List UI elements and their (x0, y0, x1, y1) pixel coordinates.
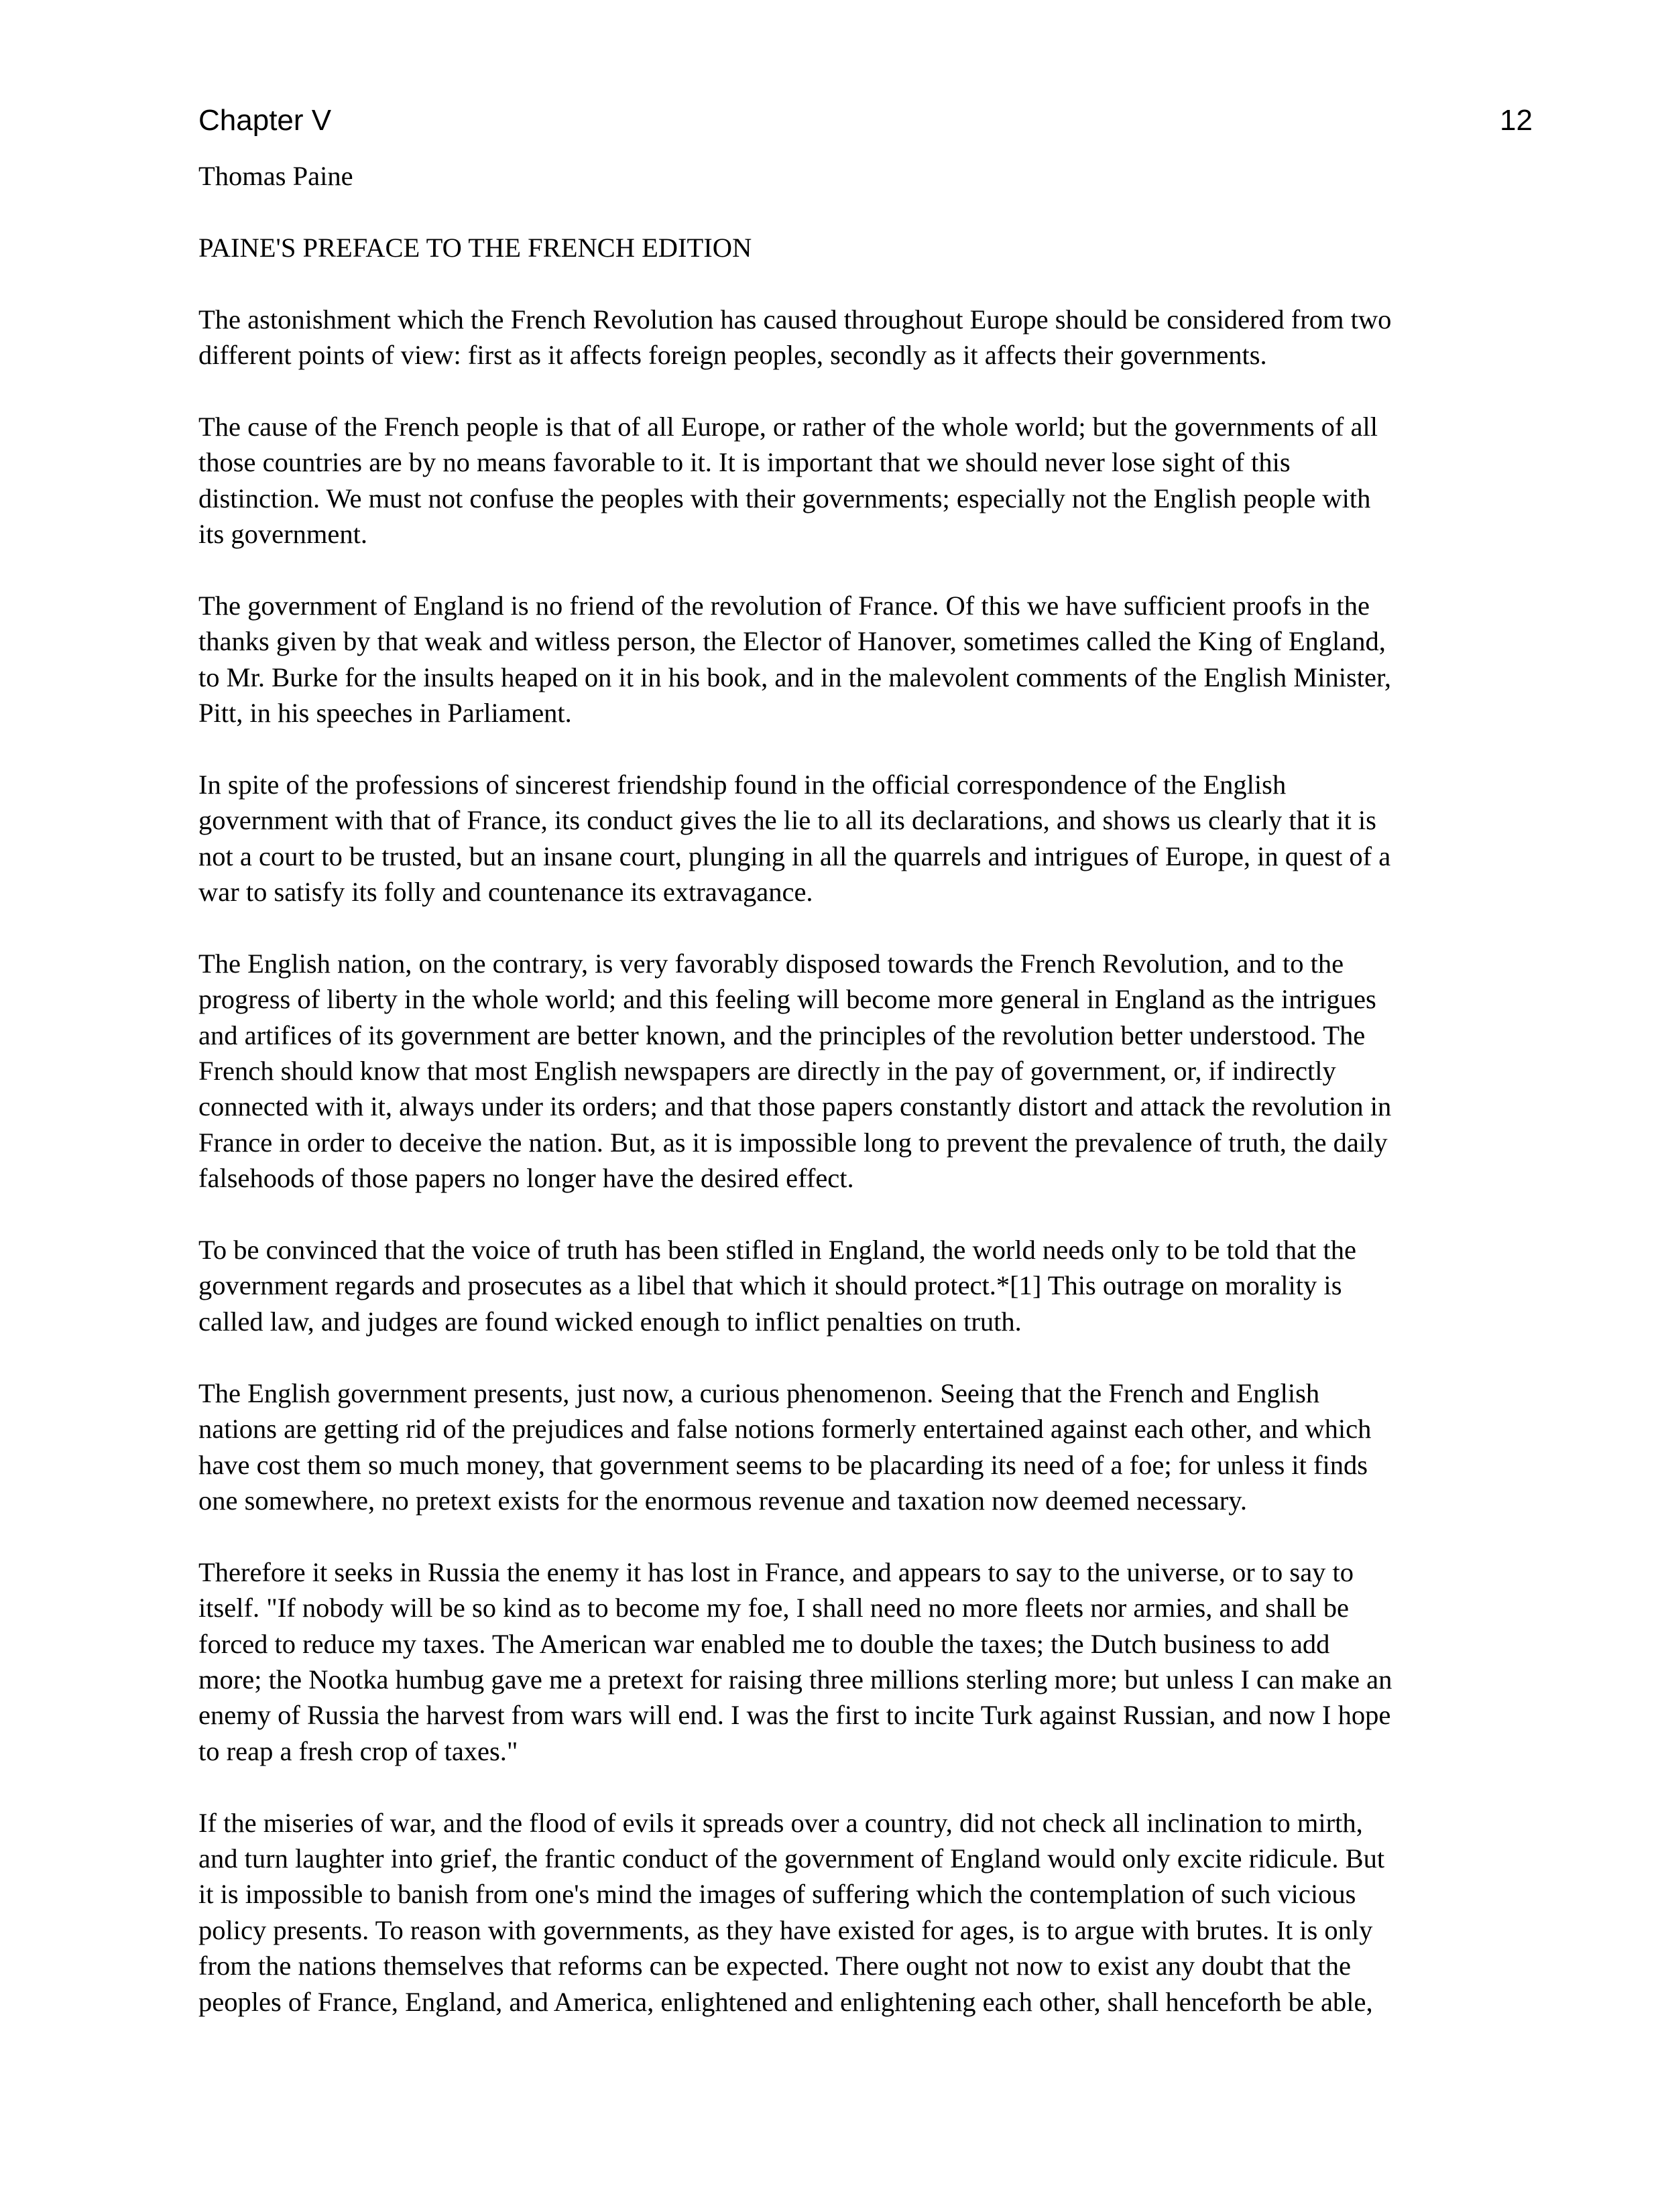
text-line: The government of England is no friend of the revolution of France. Of this we have sufficient proofs in the (198, 590, 1370, 621)
text-line: French should know that most English newspapers are directly in the pay of government, or, if indirectly (198, 1056, 1336, 1087)
text-line: from the nations themselves that reforms can be expected. There ought not now to exist any doubt that the (198, 1951, 1351, 1981)
paragraph (198, 302, 1533, 373)
text-line: progress of liberty in the whole world; and this feeling will become more general in England as the intrigues (198, 984, 1376, 1015)
text-line: Therefore it seeks in Russia the enemy it has lost in France, and appears to say to the universe, or to say to (198, 1556, 1354, 1587)
text-line: The English nation, on the contrary, is very favorably disposed towards the French Revolution, and to the (198, 948, 1344, 979)
document-body (198, 158, 1533, 2055)
paragraph (198, 1554, 1533, 1769)
paragraph (198, 1375, 1533, 1519)
text-line: nations are getting rid of the prejudices and false notions formerly entertained against each other, and which (198, 1414, 1372, 1445)
paragraph-list (198, 302, 1533, 2020)
text-line: forced to reduce my taxes. The American war enabled me to double the taxes; the Dutch business to add (198, 1628, 1330, 1659)
text-line: In spite of the professions of sincerest friendship found in the official correspondence of the English (198, 769, 1287, 800)
chapter-title: Chapter V (198, 104, 332, 137)
text-line: policy presents. To reason with governments, as they have existed for ages, is to argue with brutes. It is only (198, 1914, 1373, 1945)
paragraph (198, 1805, 1533, 2020)
text-line: The astonishment which the French Revolution has caused throughout Europe should be considered from two (198, 304, 1392, 334)
text-line: distinction. We must not confuse the peoples with their governments; especially not the English people with (198, 483, 1371, 513)
text-line: and turn laughter into grief, the frantic conduct of the government of England would only excite ridicule. But (198, 1843, 1385, 1873)
page-number: 12 (1500, 104, 1533, 137)
text-line: government with that of France, its conduct gives the lie to all its declarations, and shows us clearly that it is (198, 805, 1376, 836)
author-line: Thomas Paine (198, 161, 353, 191)
text-line: To be convinced that the voice of truth has been stifled in England, the world needs only to be told that the (198, 1235, 1356, 1266)
text-line: and artifices of its government are better known, and the principles of the revolution better understood. The (198, 1020, 1366, 1050)
paragraph (198, 1232, 1533, 1339)
text-line: peoples of France, England, and America, enlightened and enlightening each other, shall henceforth be able, (198, 1986, 1373, 2017)
text-line: to Mr. Burke for the insults heaped on it in his book, and in the malevolent comments of the English Minister, (198, 662, 1391, 692)
text-line: France in order to deceive the nation. But, as it is impossible long to prevent the prevalence of truth, the daily (198, 1127, 1388, 1158)
text-line: different points of view: first as it affects foreign peoples, secondly as it affects their governments. (198, 340, 1267, 370)
section-heading: PAINE'S PREFACE TO THE FRENCH EDITION (198, 232, 752, 263)
text-line: thanks given by that weak and witless person, the Elector of Hanover, sometimes called the King of England, (198, 626, 1386, 657)
text-line: falsehoods of those papers no longer have the desired effect. (198, 1163, 854, 1194)
paragraph (198, 946, 1533, 1196)
text-line: it is impossible to banish from one's mind the images of suffering which the contemplation of such vicious (198, 1879, 1356, 1910)
text-line: one somewhere, no pretext exists for the enormous revenue and taxation now deemed necessary. (198, 1485, 1247, 1516)
text-line: The cause of the French people is that of all Europe, or rather of the whole world; but the governments of all (198, 411, 1378, 442)
paragraph (198, 409, 1533, 552)
text-line: If the miseries of war, and the flood of evils it spreads over a country, did not check all inclination to mirth, (198, 1807, 1363, 1838)
text-line: called law, and judges are found wicked enough to inflict penalties on truth. (198, 1306, 1022, 1337)
text-line: enemy of Russia the harvest from wars will end. I was the first to incite Turk against Russian, and now I hope (198, 1700, 1391, 1731)
text-line: its government. (198, 519, 367, 550)
text-line: connected with it, always under its orders; and that those papers constantly distort and attack the revolution in (198, 1091, 1392, 1122)
text-line: Pitt, in his speeches in Parliament. (198, 698, 572, 729)
text-line: more; the Nootka humbug gave me a pretext for raising three millions sterling more; but unless I can make an (198, 1664, 1392, 1695)
text-line: those countries are by no means favorable to it. It is important that we should never lose sight of this (198, 447, 1291, 478)
text-line: to reap a fresh crop of taxes." (198, 1735, 518, 1766)
paragraph (198, 588, 1533, 731)
page-header (198, 101, 1533, 141)
text-line: have cost them so much money, that government seems to be placarding its need of a foe; for unless it finds (198, 1449, 1368, 1480)
paragraph (198, 767, 1533, 910)
text-line: war to satisfy its folly and countenance its extravagance. (198, 877, 813, 908)
text-line: The English government presents, just now, a curious phenomenon. Seeing that the French and English (198, 1377, 1320, 1408)
text-line: itself. "If nobody will be so kind as to become my foe, I shall need no more fleets nor armies, and shall be (198, 1593, 1349, 1623)
text-line: not a court to be trusted, but an insane court, plunging in all the quarrels and intrigues of Europe, in quest of a (198, 841, 1391, 871)
text-line: government regards and prosecutes as a libel that which it should protect.*[1] This outrage on morality is (198, 1270, 1342, 1301)
